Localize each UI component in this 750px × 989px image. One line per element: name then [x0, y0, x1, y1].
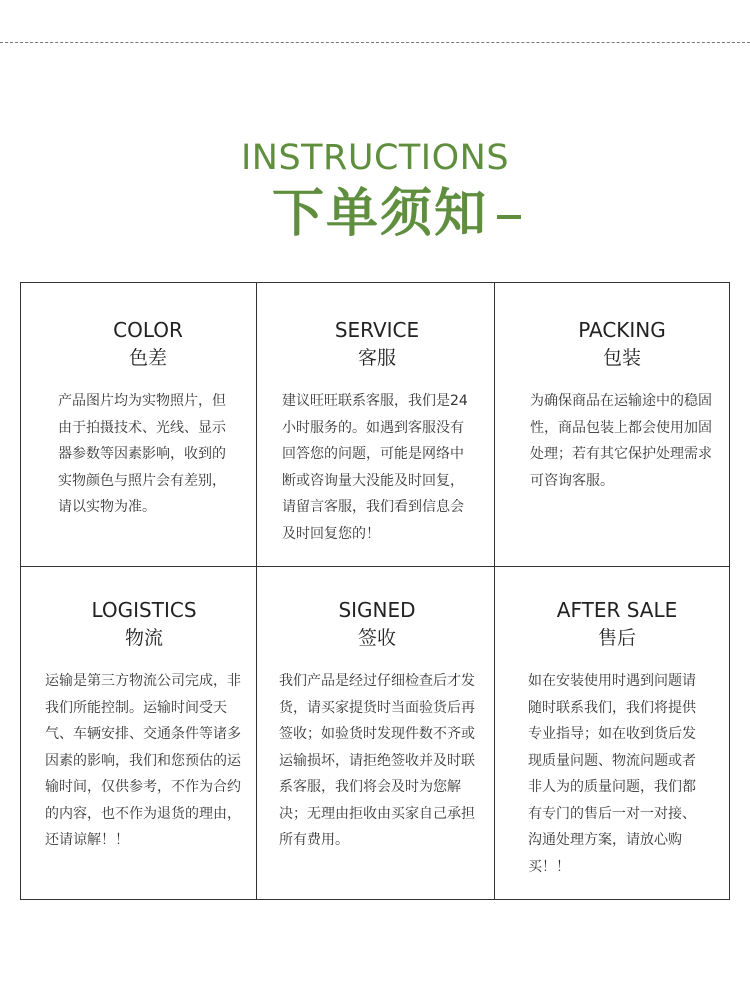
- section-title-cn: 售后: [597, 627, 636, 649]
- section-title-en: PACKING: [578, 318, 666, 342]
- section-color: [58, 317, 238, 521]
- section-body: 建议旺旺联系客服，我们是24小时服务的。如遇到客服没有回答您的问题，可能是网络中断或咨询量大没能及时回复，请留言客服，我们看到信息会及时回复您的！: [282, 393, 468, 542]
- grid-divider-horizontal: [21, 566, 729, 567]
- heading-dash-decoration: [497, 215, 521, 219]
- section-title-cn: 物流: [124, 627, 163, 649]
- section-body: 产品图片均为实物照片，但由于拍摄技术、光线、显示器参数等因素影响，收到的实物颜色与照片会有差别，请以实物为准。: [58, 393, 226, 515]
- section-title-en: COLOR: [113, 318, 183, 342]
- section-service: [282, 317, 472, 547]
- section-title-cn: 色差: [128, 347, 167, 369]
- section-logistics: [45, 597, 243, 854]
- section-after-sale: [528, 597, 706, 880]
- section-title-cn: 客服: [357, 347, 396, 369]
- top-dashed-divider: [0, 42, 750, 43]
- section-body: 我们产品是经过仔细检查后才发货，请买家提货时当面验货后再签收；如验货时发现件数不齐或运输损坏，请拒绝签收并及时联系客服，我们将会及时为您解决；无理由拒收由买家自己承担所有费用。: [279, 673, 475, 848]
- heading-english: INSTRUCTIONS: [240, 138, 510, 178]
- section-title-en: AFTER SALE: [556, 598, 678, 622]
- grid-divider-vertical-2: [494, 283, 495, 899]
- section-body: 如在安装使用时遇到问题请随时联系我们，我们将提供专业指导；如在收到货后发现质量问题、物流问题或者非人为的质量问题，我们都有专门的售后一对一对接、沟通处理方案，请放心购买！！: [528, 673, 696, 875]
- grid-divider-vertical-1: [256, 283, 257, 899]
- section-title-cn: 签收: [357, 627, 396, 649]
- section-body: 为确保商品在运输途中的稳固性，商品包装上都会使用加固处理；若有其它保护处理需求可咨询客服。: [530, 393, 712, 489]
- section-packing: [530, 317, 714, 494]
- instructions-grid: [20, 282, 730, 900]
- section-title-cn: 包装: [602, 347, 641, 369]
- section-title-en: LOGISTICS: [91, 598, 197, 622]
- section-body: 运输是第三方物流公司完成，非我们所能控制。运输时间受天气、车辆安排、交通条件等诸多因素的影响，我们和您预估的运输时间，仅供参考，不作为合约的内容，也不作为退货的理由，还请谅解！！: [45, 673, 241, 848]
- section-title-en: SERVICE: [334, 318, 420, 342]
- heading-chinese: 下单须知: [272, 184, 489, 244]
- section-title-en: SIGNED: [338, 598, 416, 622]
- section-signed: [279, 597, 475, 854]
